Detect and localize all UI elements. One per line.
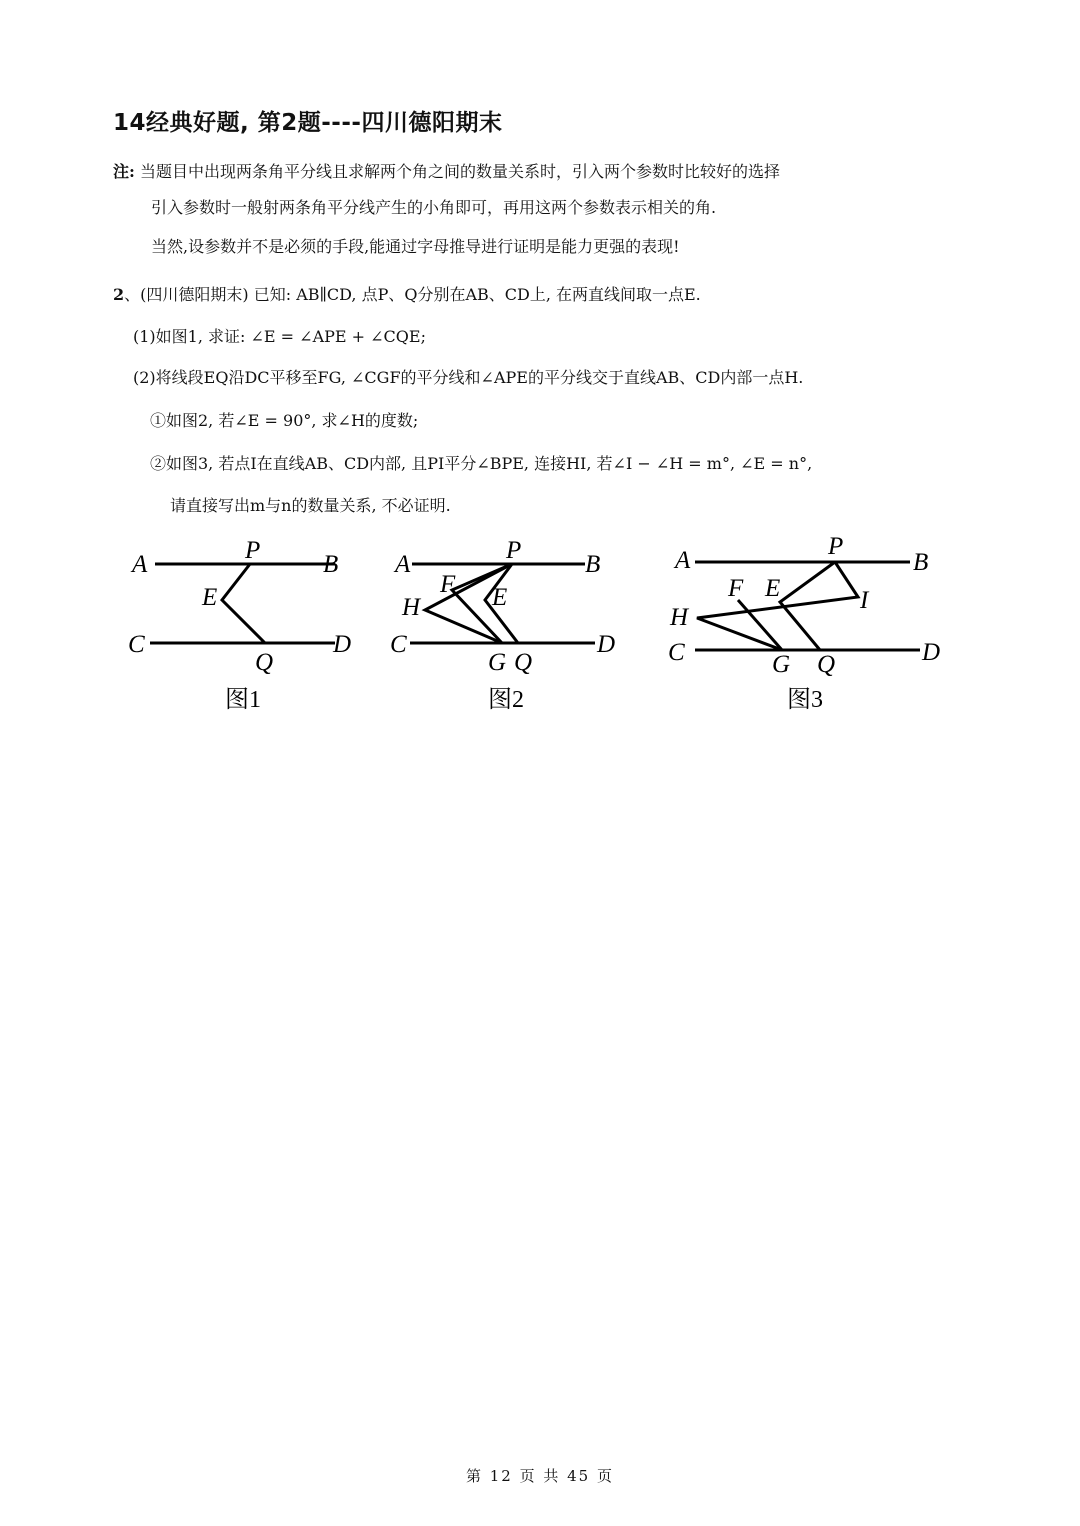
page-title: 14经典好题, 第2题----四川德阳期末 [113, 110, 503, 136]
label-a: A [675, 547, 691, 574]
problem-sub-2: ②如图3, 若点I在直线AB、CD内部, 且PI平分∠BPE, 连接HI, 若∠I − ∠H = m°, ∠E = n°, [150, 454, 813, 473]
label-p: P [245, 537, 261, 564]
figure-3 [660, 530, 960, 730]
label-f: F [728, 575, 744, 602]
label-p: P [506, 537, 522, 564]
label-c: C [668, 639, 685, 666]
label-g: G [488, 649, 507, 676]
page-footer: 第 12 页 共 45 页 [465, 1467, 614, 1485]
note-line-2: 引入参数时一般射两条角平分线产生的小角即可，再用这两个参数表示相关的角. [151, 198, 717, 217]
note-text-1: 当题目中出现两条角平分线且求解两个角之间的数量关系时，引入两个参数时比较好的选择 [140, 162, 781, 181]
problem-part-1: (1)如图1, 求证: ∠E = ∠APE + ∠CQE; [133, 327, 426, 346]
note-line-1 [113, 161, 780, 183]
label-b: B [585, 551, 601, 578]
problem-sub-1: ①如图2, 若∠E = 90°, 求∠H的度数; [150, 411, 419, 430]
label-a: A [132, 551, 148, 578]
problem-sub-2-cont: 请直接写出m与n的数量关系, 不必证明. [170, 496, 451, 515]
figure-1 [120, 530, 380, 730]
label-e: E [202, 584, 218, 611]
segment-pe-eq [222, 564, 265, 643]
label-f: F [440, 571, 456, 598]
label-e: E [765, 575, 781, 602]
figure-1-caption: 图1 [225, 687, 261, 713]
label-h: H [402, 594, 421, 621]
label-q: Q [817, 651, 836, 678]
label-b: B [323, 551, 339, 578]
figure-3-caption: 图3 [787, 687, 823, 713]
label-b: B [913, 549, 929, 576]
figure-2-caption: 图2 [488, 687, 524, 713]
label-d: D [922, 639, 941, 666]
label-c: C [128, 631, 145, 658]
label-h: H [670, 604, 689, 631]
label-d: D [333, 631, 352, 658]
label-a: A [395, 551, 411, 578]
label-e: E [492, 584, 508, 611]
figure-2 [380, 530, 640, 730]
label-p: P [828, 533, 844, 560]
note-line-3: 当然,设参数并不是必须的手段,能通过字母推导进行证明是能力更强的表现! [151, 237, 680, 256]
label-c: C [390, 631, 407, 658]
label-q: Q [255, 649, 274, 676]
note-label: 注: [113, 162, 135, 181]
label-g: G [772, 651, 791, 678]
label-q: Q [514, 649, 533, 676]
problem-number: 2 [113, 285, 125, 304]
problem-part-2: (2)将线段EQ沿DC平移至FG, ∠CGF的平分线和∠APE的平分线交于直线AB、CD内部一点H. [133, 368, 804, 387]
label-i: I [860, 587, 869, 614]
problem-stem [113, 284, 701, 306]
problem-stem-text: 、(四川德阳期末) 已知: AB∥CD, 点P、Q分别在AB、CD上, 在两直线间取一点E. [124, 285, 701, 304]
label-d: D [597, 631, 616, 658]
